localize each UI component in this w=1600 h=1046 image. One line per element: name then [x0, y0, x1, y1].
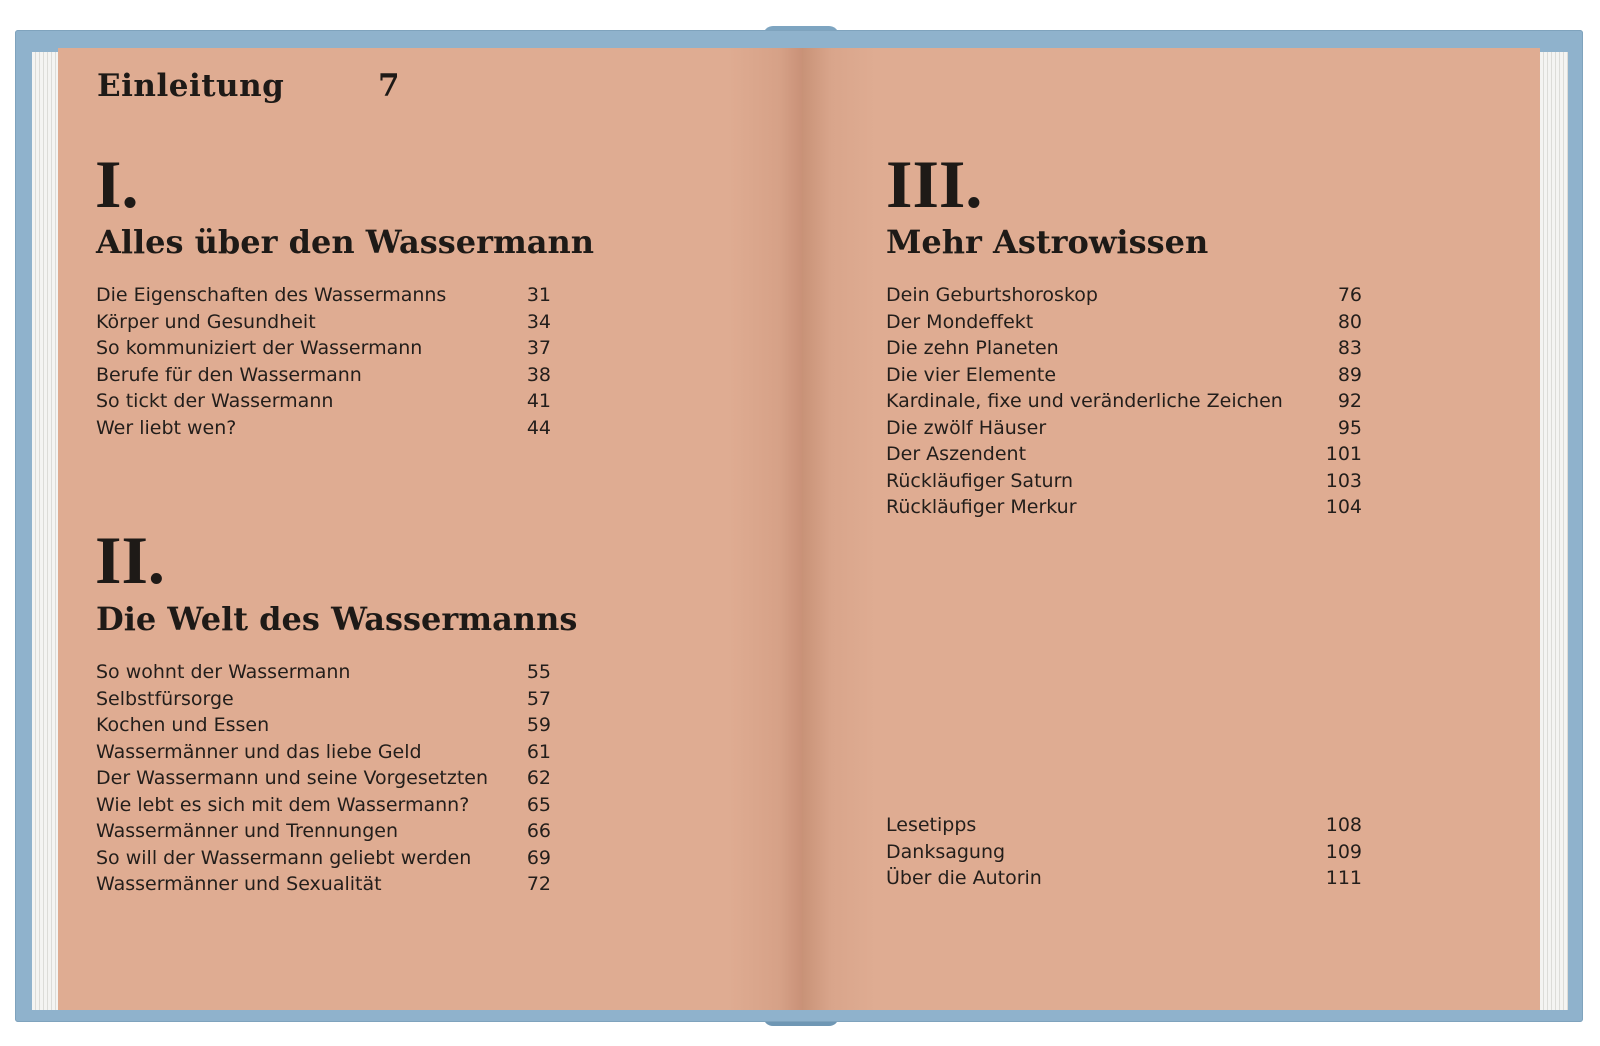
- toc-list-backmatter: [886, 812, 1362, 892]
- toc-entry[interactable]: [96, 309, 551, 336]
- toc-entry-page: 95: [1337, 416, 1362, 439]
- toc-entry[interactable]: [886, 812, 1362, 839]
- toc-entry-page: 89: [1337, 363, 1362, 386]
- toc-entry-page: 61: [526, 740, 551, 763]
- toc-entry[interactable]: [96, 845, 551, 872]
- toc-entry[interactable]: [96, 335, 551, 362]
- toc-entry-page: 69: [526, 846, 551, 869]
- section-title: Alles über den Wassermann: [96, 223, 595, 261]
- toc-entry-page: 66: [526, 820, 551, 842]
- toc-entry-page: 101: [1325, 443, 1362, 465]
- toc-entry-page: 34: [526, 310, 551, 333]
- toc-list-section-2: [96, 659, 551, 898]
- toc-list-section-1: [96, 282, 551, 441]
- toc-entry-page: 108: [1325, 814, 1362, 836]
- toc-entry[interactable]: [886, 865, 1362, 892]
- toc-entry-page: 37: [526, 337, 551, 359]
- toc-entry[interactable]: [886, 494, 1362, 521]
- toc-entry-label: Kardinale, fixe und veränderliche Zeichen: [886, 390, 1283, 412]
- toc-entry-page: 41: [526, 390, 551, 412]
- toc-entry-page: 57: [526, 687, 551, 710]
- toc-entry[interactable]: [96, 415, 551, 442]
- toc-entry[interactable]: [96, 388, 551, 415]
- toc-entry-page: 103: [1325, 469, 1362, 492]
- intro-title: Einleitung: [97, 68, 285, 104]
- section-numeral: I.: [95, 146, 139, 222]
- toc-entry-page: 92: [1337, 390, 1362, 412]
- toc-entry-label: Wassermänner und Trennungen: [96, 820, 398, 842]
- toc-entry-page: 109: [1325, 840, 1362, 863]
- section-numeral: III.: [886, 146, 983, 222]
- section-title: Mehr Astrowissen: [886, 223, 1209, 261]
- toc-entry-label: Über die Autorin: [886, 867, 1042, 889]
- toc-entry-page: 44: [526, 416, 551, 439]
- toc-entry-label: Die zwölf Häuser: [886, 416, 1047, 439]
- toc-entry-label: Kochen und Essen: [96, 714, 270, 736]
- toc-entry-page: 59: [526, 714, 551, 736]
- toc-entry-page: 65: [526, 793, 551, 816]
- toc-entry-page: 38: [526, 363, 551, 386]
- toc-entry[interactable]: [886, 282, 1362, 309]
- toc-entry-label: Wer liebt wen?: [96, 416, 237, 439]
- page-edges-right: [1540, 52, 1568, 1010]
- toc-entry-label: Berufe für den Wassermann: [96, 363, 362, 386]
- toc-entry-label: Rückläufiger Saturn: [886, 469, 1074, 492]
- toc-entry-label: Der Mondeffekt: [886, 310, 1034, 333]
- section-title: Die Welt des Wassermanns: [96, 600, 578, 638]
- toc-entry-label: Wassermänner und das liebe Geld: [96, 740, 422, 763]
- toc-entry[interactable]: [96, 765, 551, 792]
- toc-entry[interactable]: [96, 818, 551, 845]
- toc-entry-page: 72: [526, 873, 551, 895]
- toc-entry[interactable]: [886, 415, 1362, 442]
- toc-entry-label: Rückläufiger Merkur: [886, 496, 1077, 518]
- toc-entry-page: 83: [1337, 337, 1362, 359]
- toc-entry[interactable]: [96, 792, 551, 819]
- toc-entry[interactable]: [886, 388, 1362, 415]
- toc-entry[interactable]: [96, 282, 551, 309]
- toc-entry[interactable]: [96, 659, 551, 686]
- toc-entry-label: Der Wassermann und seine Vorgesetzten: [96, 767, 489, 789]
- toc-entry[interactable]: [886, 441, 1362, 468]
- intro-page-number: 7: [378, 68, 400, 104]
- toc-entry-page: 31: [526, 284, 551, 306]
- toc-entry[interactable]: [96, 362, 551, 389]
- toc-entry-page: 111: [1325, 867, 1362, 889]
- toc-entry-label: Die vier Elemente: [886, 363, 1057, 386]
- toc-entry-label: Wassermänner und Sexualität: [96, 873, 382, 895]
- section-numeral: II.: [95, 522, 165, 598]
- toc-entry-label: So will der Wassermann geliebt werden: [96, 846, 472, 869]
- toc-entry-page: 76: [1337, 284, 1362, 306]
- toc-entry[interactable]: [96, 712, 551, 739]
- toc-entry-label: Selbstfürsorge: [96, 687, 234, 710]
- toc-entry-label: Wie lebt es sich mit dem Wassermann?: [96, 793, 470, 816]
- toc-entry-label: Der Aszendent: [886, 443, 1027, 465]
- toc-entry-label: Danksagung: [886, 840, 1006, 863]
- toc-entry[interactable]: [886, 839, 1362, 866]
- toc-entry-page: 55: [526, 661, 551, 683]
- toc-entry-label: So kommuniziert der Wassermann: [96, 337, 423, 359]
- toc-entry-label: So tickt der Wassermann: [96, 390, 334, 412]
- toc-entry[interactable]: [886, 309, 1362, 336]
- toc-entry[interactable]: [886, 362, 1362, 389]
- toc-entry-label: So wohnt der Wassermann: [96, 661, 351, 683]
- toc-entry[interactable]: [886, 468, 1362, 495]
- toc-entry-page: 80: [1337, 310, 1362, 333]
- toc-entry-page: 62: [526, 767, 551, 789]
- toc-entry-label: Lesetipps: [886, 814, 977, 836]
- page-edges-left: [32, 52, 60, 1010]
- toc-entry[interactable]: [886, 335, 1362, 362]
- toc-entry-label: Die zehn Planeten: [886, 337, 1059, 359]
- toc-entry[interactable]: [96, 739, 551, 766]
- toc-entry-page: 104: [1325, 496, 1362, 518]
- toc-entry[interactable]: [96, 686, 551, 713]
- toc-entry-label: Die Eigenschaften des Wassermanns: [96, 284, 447, 306]
- toc-entry[interactable]: [96, 871, 551, 898]
- toc-entry-label: Körper und Gesundheit: [96, 310, 316, 333]
- toc-entry-label: Dein Geburtshoroskop: [886, 284, 1098, 306]
- toc-list-section-3: [886, 282, 1362, 521]
